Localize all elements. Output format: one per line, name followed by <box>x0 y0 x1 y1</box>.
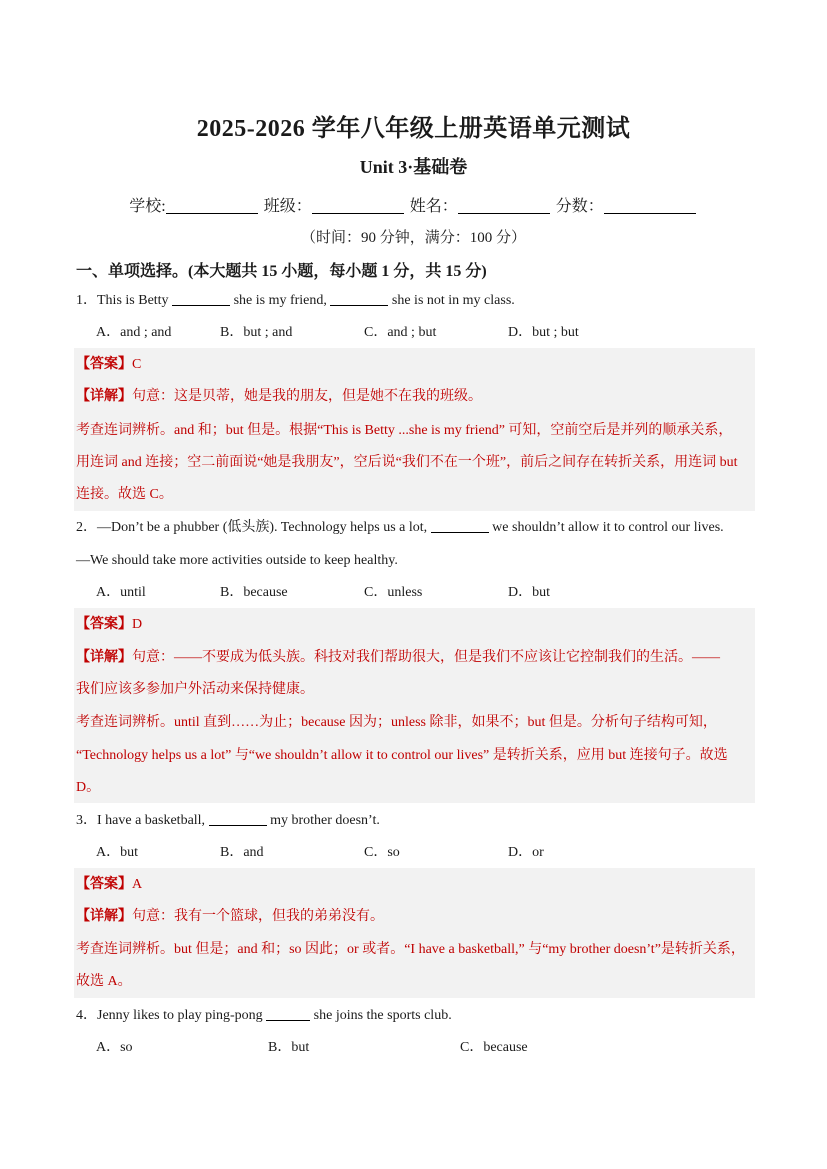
question-3-detail-line: 【详解】句意：我有一个篮球，但我的弟弟没有。 <box>76 909 384 924</box>
score-field[interactable] <box>604 198 696 214</box>
question-2-answer: 【答案】D <box>76 617 143 632</box>
page-subtitle: Unit 3·基础卷 <box>359 157 468 177</box>
question-3-option-a[interactable]: A．but <box>96 845 138 860</box>
question-3-detail-line: 考查连词辨析。but 但是；and 和；so 因此；or 或者。“I have a basketball,” 与“my brother doesn’t”是转折关系， <box>76 942 745 957</box>
page-title: 2025-2026 学年八年级上册英语单元测试 <box>196 116 631 142</box>
class-field[interactable] <box>312 198 404 214</box>
question-1-blank-1 <box>172 292 230 306</box>
question-2-detail-line: 考查连词辨析。until 直到……为止；because 因为；unless 除非，如果不；but 但是。分析句子结构可知， <box>76 715 717 730</box>
question-4-option-a[interactable]: A．so <box>96 1040 133 1055</box>
question-1-detail-line: 考查连词辨析。and 和；but 但是。根据“This is Betty ...she is my friend” 可知，空前空后是并列的顺承关系， <box>76 423 733 438</box>
section-heading: 一、单项选择。(本大题共 15 小题，每小题 1 分，共 15 分) <box>76 263 487 280</box>
student-info-line <box>0 193 827 216</box>
question-2-option-c[interactable]: C．unless <box>364 585 423 600</box>
school-field[interactable] <box>166 198 258 214</box>
question-2-option-b[interactable]: B．because <box>220 585 288 600</box>
question-3-option-b[interactable]: B．and <box>220 845 264 860</box>
question-1-option-b[interactable]: B．but ; and <box>220 325 293 340</box>
question-3-blank <box>209 812 267 826</box>
time-limit: （时间：90 分钟，满分：100 分） <box>300 230 526 246</box>
question-2-detail-line: “Technology helps us a lot” 与“we shouldn’t allow it to control our lives” 是转折关系，应用 but 连接句子。故选 <box>76 748 728 763</box>
name-label: 姓名： <box>409 198 458 215</box>
question-2-blank <box>431 519 489 533</box>
question-3-option-c[interactable]: C．so <box>364 845 400 860</box>
question-2-stem: 2．—Don’t be a phubber (低头族). Technology helps us a lot, we shouldn’t allow it to control our lives. <box>76 520 724 535</box>
question-2-detail-line: 我们应该多参加户外活动来保持健康。 <box>76 682 314 697</box>
question-1-detail-line: 用连词 and 连接；空二前面说“她是我朋友”，空后说“我们不在一个班”，前后之间存在转折关系，用连词 but <box>76 455 738 470</box>
question-3-option-d[interactable]: D．or <box>508 845 544 860</box>
question-1-detail-line: 连接。故选 C。 <box>76 487 173 502</box>
question-1-stem: 1．This is Betty she is my friend, she is not in my class. <box>76 293 515 308</box>
question-2-stem-line-2: —We should take more activities outside to keep healthy. <box>76 553 398 568</box>
question-1-blank-2 <box>330 292 388 306</box>
school-label: 学校: <box>129 198 166 215</box>
question-2-answer-box <box>74 608 755 803</box>
question-3-answer-box <box>74 868 755 998</box>
class-label: 班级： <box>263 198 312 215</box>
name-field[interactable] <box>458 198 550 214</box>
question-3-detail-line: 故选 A。 <box>76 974 132 989</box>
question-2-detail-line: D。 <box>76 780 101 795</box>
question-2-detail-line: 【详解】句意：——不要成为低头族。科技对我们帮助很大，但是我们不应该让它控制我们的生活。—— <box>76 650 720 665</box>
question-4-option-c[interactable]: C．because <box>460 1040 528 1055</box>
question-3-answer: 【答案】A <box>76 877 143 892</box>
question-1-answer: 【答案】C <box>76 357 142 372</box>
question-2-option-d[interactable]: D．but <box>508 585 550 600</box>
question-2-option-a[interactable]: A．until <box>96 585 146 600</box>
score-label: 分数： <box>555 198 604 215</box>
question-1-option-d[interactable]: D．but ; but <box>508 325 579 340</box>
question-4-blank <box>266 1007 310 1021</box>
question-4-option-b[interactable]: B．but <box>268 1040 310 1055</box>
question-1-option-a[interactable]: A．and ; and <box>96 325 172 340</box>
question-3-stem: 3．I have a basketball, my brother doesn’t. <box>76 813 380 828</box>
question-1-detail-line: 【详解】句意：这是贝蒂，她是我的朋友，但是她不在我的班级。 <box>76 389 482 404</box>
question-4-stem: 4．Jenny likes to play ping-pong she joins the sports club. <box>76 1008 452 1023</box>
question-1-option-c[interactable]: C．and ; but <box>364 325 437 340</box>
